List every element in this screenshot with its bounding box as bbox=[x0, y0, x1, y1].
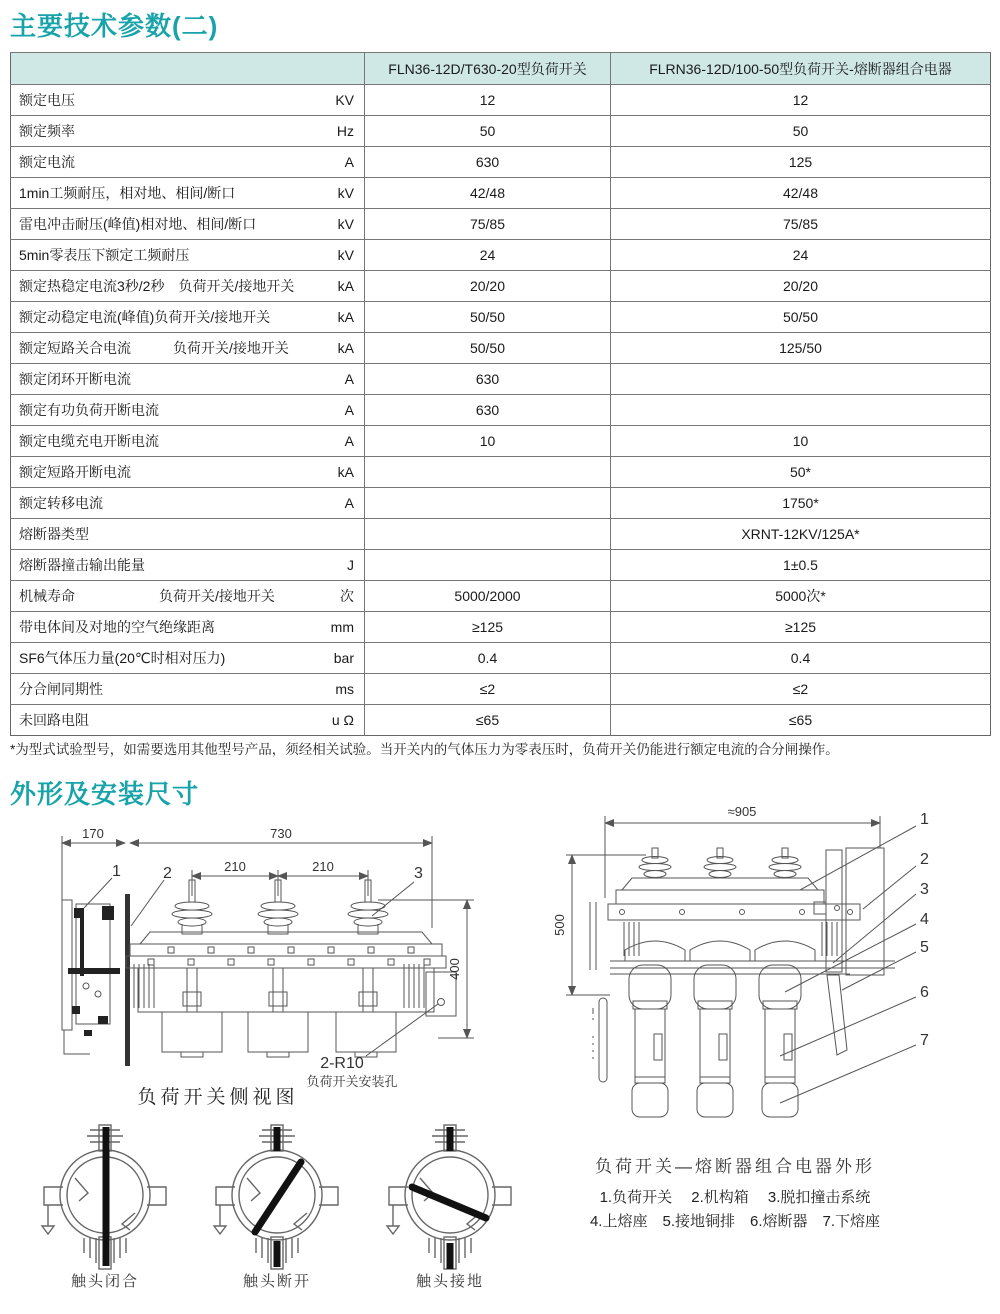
cell-v2: 50 bbox=[611, 116, 991, 147]
cell-param: 未回路电阻 bbox=[11, 705, 311, 736]
caption-contact-earthed: 触头接地 bbox=[415, 1273, 484, 1290]
cell-unit: A bbox=[311, 364, 365, 395]
cell-unit: kV bbox=[311, 209, 365, 240]
cell-v1: 630 bbox=[365, 364, 611, 395]
table-row bbox=[11, 643, 991, 674]
cell-v2: 0.4 bbox=[611, 643, 991, 674]
table-row bbox=[11, 147, 991, 178]
table-row bbox=[11, 395, 991, 426]
cell-param: SF6气体压力量(20℃时相对压力) bbox=[11, 643, 311, 674]
cell-v2: 10 bbox=[611, 426, 991, 457]
cell-unit: KV bbox=[311, 85, 365, 116]
cell-unit: J bbox=[311, 550, 365, 581]
cell-param: 熔断器撞击输出能量 bbox=[11, 550, 311, 581]
dim-170: 170 bbox=[82, 826, 104, 841]
table-row bbox=[11, 674, 991, 705]
spec-table-header-row bbox=[11, 53, 991, 85]
cell-param: 1min工频耐压，相对地、相间/断口 bbox=[11, 178, 311, 209]
cell-unit: A bbox=[311, 395, 365, 426]
dim-730: 730 bbox=[270, 826, 292, 841]
cell-param: 额定转移电流 bbox=[11, 488, 311, 519]
cell-unit: Hz bbox=[311, 116, 365, 147]
part-label-4: 4 bbox=[920, 911, 929, 928]
part-label-3: 3 bbox=[920, 881, 929, 898]
contact-diagram-open bbox=[202, 1115, 352, 1275]
cell-v2 bbox=[611, 395, 991, 426]
table-row bbox=[11, 178, 991, 209]
cell-v1: 630 bbox=[365, 147, 611, 178]
cell-v2: XRNT-12KV/125A* bbox=[611, 519, 991, 550]
table-row bbox=[11, 209, 991, 240]
cell-v1: 75/85 bbox=[365, 209, 611, 240]
cell-param: 熔断器类型 bbox=[11, 519, 311, 550]
cell-v2: 50* bbox=[611, 457, 991, 488]
bushing-insulators bbox=[172, 880, 388, 934]
cell-unit: kV bbox=[311, 240, 365, 271]
cell-v2: 75/85 bbox=[611, 209, 991, 240]
dimension-lines-210 bbox=[192, 870, 368, 896]
table-row bbox=[11, 426, 991, 457]
table-row bbox=[11, 488, 991, 519]
dim-210a: 210 bbox=[224, 859, 246, 874]
contact-diagram-closed bbox=[30, 1115, 180, 1275]
cell-unit: kA bbox=[311, 457, 365, 488]
leader-lines bbox=[84, 878, 438, 1056]
fuse-assemblies bbox=[629, 965, 801, 1117]
switch-fuse-combination-drawing bbox=[550, 798, 995, 1133]
gas-tank bbox=[126, 932, 446, 1057]
table-row bbox=[11, 581, 991, 612]
cell-v1 bbox=[365, 488, 611, 519]
cell-v2: ≥125 bbox=[611, 612, 991, 643]
part-label-1: 1 bbox=[112, 863, 121, 880]
table-row bbox=[11, 705, 991, 736]
cell-v1: ≤2 bbox=[365, 674, 611, 705]
mounting-hole bbox=[438, 999, 445, 1006]
mechanism-box bbox=[814, 848, 884, 1055]
cell-v1: 12 bbox=[365, 85, 611, 116]
bushing-insulators bbox=[639, 848, 801, 878]
dim-905: ≈905 bbox=[727, 804, 757, 819]
cell-param: 雷电冲击耐压(峰值)相对地、相间/断口 bbox=[11, 209, 311, 240]
cell-v1: ≥125 bbox=[365, 612, 611, 643]
part-label-3: 3 bbox=[414, 865, 423, 882]
part-label-1: 1 bbox=[920, 811, 929, 828]
cell-param: 分合闸同期性 bbox=[11, 674, 311, 705]
section-title-dimensions: 外形及安装尺寸 bbox=[10, 779, 200, 809]
side-view-caption: 负荷开关侧视图 bbox=[137, 1087, 299, 1108]
spec-table-body bbox=[11, 85, 991, 736]
part-label-6: 6 bbox=[920, 984, 929, 1001]
dim-500: 500 bbox=[552, 914, 567, 936]
operating-mechanism bbox=[62, 900, 120, 1054]
cell-v2: 20/20 bbox=[611, 271, 991, 302]
cell-v1: 0.4 bbox=[365, 643, 611, 674]
cell-unit bbox=[311, 519, 365, 550]
cell-v1 bbox=[365, 550, 611, 581]
caption-contact-open: 触头断开 bbox=[242, 1273, 311, 1290]
cell-v2: 5000次* bbox=[611, 581, 991, 612]
cell-unit: u Ω bbox=[311, 705, 365, 736]
cell-param: 5min零表压下额定工频耐压 bbox=[11, 240, 311, 271]
cell-param: 额定短路开断电流 bbox=[11, 457, 311, 488]
bellows-fins bbox=[134, 964, 424, 1008]
table-row bbox=[11, 85, 991, 116]
contact-blade-earthed bbox=[412, 1127, 486, 1269]
cell-v2: 125/50 bbox=[611, 333, 991, 364]
table-row bbox=[11, 302, 991, 333]
cell-param: 额定动稳定电流(峰值)负荷开关/接地开关 bbox=[11, 302, 311, 333]
cell-v1: 42/48 bbox=[365, 178, 611, 209]
trip-arm bbox=[827, 975, 847, 1055]
cell-v2: ≤2 bbox=[611, 674, 991, 705]
cell-v1: 20/20 bbox=[365, 271, 611, 302]
cell-v2: 125 bbox=[611, 147, 991, 178]
cell-param: 额定短路关合电流 负荷开关/接地开关 bbox=[11, 333, 311, 364]
cell-param: 额定频率 bbox=[11, 116, 311, 147]
cell-unit: kA bbox=[311, 302, 365, 333]
header-empty-cell bbox=[11, 53, 365, 85]
part-label-2: 2 bbox=[163, 865, 172, 882]
cell-unit: mm bbox=[311, 612, 365, 643]
parts-legend-line1: 1.负荷开关 2.机构箱 3.脱扣撞击系统 bbox=[599, 1189, 871, 1206]
cell-v1: ≤65 bbox=[365, 705, 611, 736]
cell-v1: 24 bbox=[365, 240, 611, 271]
spec-table bbox=[10, 52, 991, 736]
cell-v1: 630 bbox=[365, 395, 611, 426]
cell-param: 额定闭环开断电流 bbox=[11, 364, 311, 395]
bellows-fins bbox=[624, 922, 837, 956]
table-row bbox=[11, 271, 991, 302]
cell-v1: 10 bbox=[365, 426, 611, 457]
cell-param: 额定电压 bbox=[11, 85, 311, 116]
cell-v2: 1750* bbox=[611, 488, 991, 519]
cell-unit: bar bbox=[311, 643, 365, 674]
table-row bbox=[11, 333, 991, 364]
mounting-plate bbox=[125, 894, 130, 1066]
table-row bbox=[11, 519, 991, 550]
cell-unit: A bbox=[311, 147, 365, 178]
dimension-lines-top bbox=[62, 836, 432, 928]
cell-v2 bbox=[611, 364, 991, 395]
cell-unit: kV bbox=[311, 178, 365, 209]
cell-unit: A bbox=[311, 488, 365, 519]
table-row bbox=[11, 550, 991, 581]
cell-v2: 50/50 bbox=[611, 302, 991, 333]
load-switch-side-view-drawing bbox=[28, 816, 513, 1116]
section-title-parameters: 主要技术参数(二) bbox=[10, 11, 219, 41]
parts-legend-line2: 4.上熔座 5.接地铜排 6.熔断器 7.下熔座 bbox=[589, 1213, 881, 1230]
header-model-1: FLN36-12D/T630-20型负荷开关 bbox=[365, 53, 611, 85]
table-row bbox=[11, 457, 991, 488]
cell-param: 额定有功负荷开断电流 bbox=[11, 395, 311, 426]
earthing-rod bbox=[590, 902, 607, 1082]
cell-unit: A bbox=[311, 426, 365, 457]
cell-v1: 50/50 bbox=[365, 302, 611, 333]
cell-unit: 次 bbox=[311, 581, 365, 612]
cell-v2: 24 bbox=[611, 240, 991, 271]
dim-400: 400 bbox=[447, 958, 462, 980]
cell-unit: ms bbox=[311, 674, 365, 705]
cell-v1 bbox=[365, 457, 611, 488]
cell-unit: kA bbox=[311, 333, 365, 364]
cell-param: 额定热稳定电流3秒/2秒 负荷开关/接地开关 bbox=[11, 271, 311, 302]
cell-v2: 1±0.5 bbox=[611, 550, 991, 581]
table-footnote: *为型式试验型号，如需要选用其他型号产品，须经相关试验。当开关内的气体压力为零表压时，负荷开关仍能进行额定电流的合分闸操作。 bbox=[10, 742, 839, 757]
hole-desc-label: 负荷开关安装孔 bbox=[306, 1074, 398, 1089]
hole-label: 2-R10 bbox=[320, 1055, 364, 1072]
cell-unit: kA bbox=[311, 271, 365, 302]
part-label-2: 2 bbox=[920, 851, 929, 868]
cell-v1: 50 bbox=[365, 116, 611, 147]
cell-param: 机械寿命 负荷开关/接地开关 bbox=[11, 581, 311, 612]
dim-210b: 210 bbox=[312, 859, 334, 874]
cell-v2: 42/48 bbox=[611, 178, 991, 209]
table-row bbox=[11, 612, 991, 643]
cell-v1: 50/50 bbox=[365, 333, 611, 364]
cell-param: 额定电流 bbox=[11, 147, 311, 178]
combination-outline-caption: 负荷开关—熔断器组合电器外形 bbox=[595, 1157, 875, 1176]
cell-v1 bbox=[365, 519, 611, 550]
cell-v1: 5000/2000 bbox=[365, 581, 611, 612]
table-row bbox=[11, 116, 991, 147]
part-label-5: 5 bbox=[920, 939, 929, 956]
part-label-7: 7 bbox=[920, 1032, 929, 1049]
contact-diagram-earthed bbox=[375, 1115, 525, 1275]
cell-param: 带电体间及对地的空气绝缘距离 bbox=[11, 612, 311, 643]
table-row bbox=[11, 364, 991, 395]
header-model-2: FLRN36-12D/100-50型负荷开关-熔断器组合电器 bbox=[611, 53, 991, 85]
caption-contact-closed: 触头闭合 bbox=[70, 1273, 139, 1290]
cell-v2: 12 bbox=[611, 85, 991, 116]
cell-v2: ≤65 bbox=[611, 705, 991, 736]
cell-param: 额定电缆充电开断电流 bbox=[11, 426, 311, 457]
table-row bbox=[11, 240, 991, 271]
